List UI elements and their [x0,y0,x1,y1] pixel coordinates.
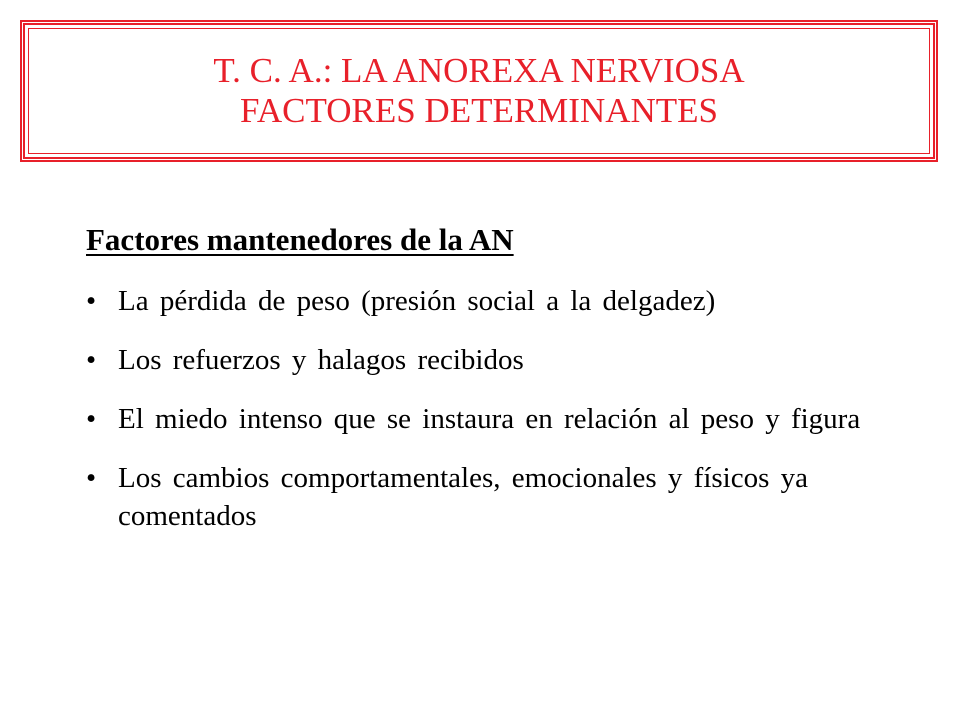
title-box [20,20,938,162]
slide-title-line-1: T. C. A.: LA ANOREXA NERVIOSA [213,51,745,90]
section-heading: Factores mantenedores de la AN [86,222,514,257]
bullet-icon: • [86,462,97,494]
bullet-icon: • [86,403,97,435]
list-item-text: Los cambios comportamentales, emocionales y físicos ya comentados [118,462,809,532]
slide-title-line-2: FACTORES DETERMINANTES [239,91,719,130]
bullet-icon: • [86,344,97,376]
list-item [86,282,866,320]
list-item-text: Los refuerzos y halagos recibidos [118,344,524,376]
factor-list [86,282,866,556]
list-item [86,459,866,535]
list-item-text: El miedo intenso que se instaura en relación al peso y figura [118,403,861,435]
list-item-text: La pérdida de peso (presión social a la delgadez) [118,285,716,317]
list-item [86,400,866,438]
bullet-icon: • [86,285,97,317]
list-item [86,341,866,379]
